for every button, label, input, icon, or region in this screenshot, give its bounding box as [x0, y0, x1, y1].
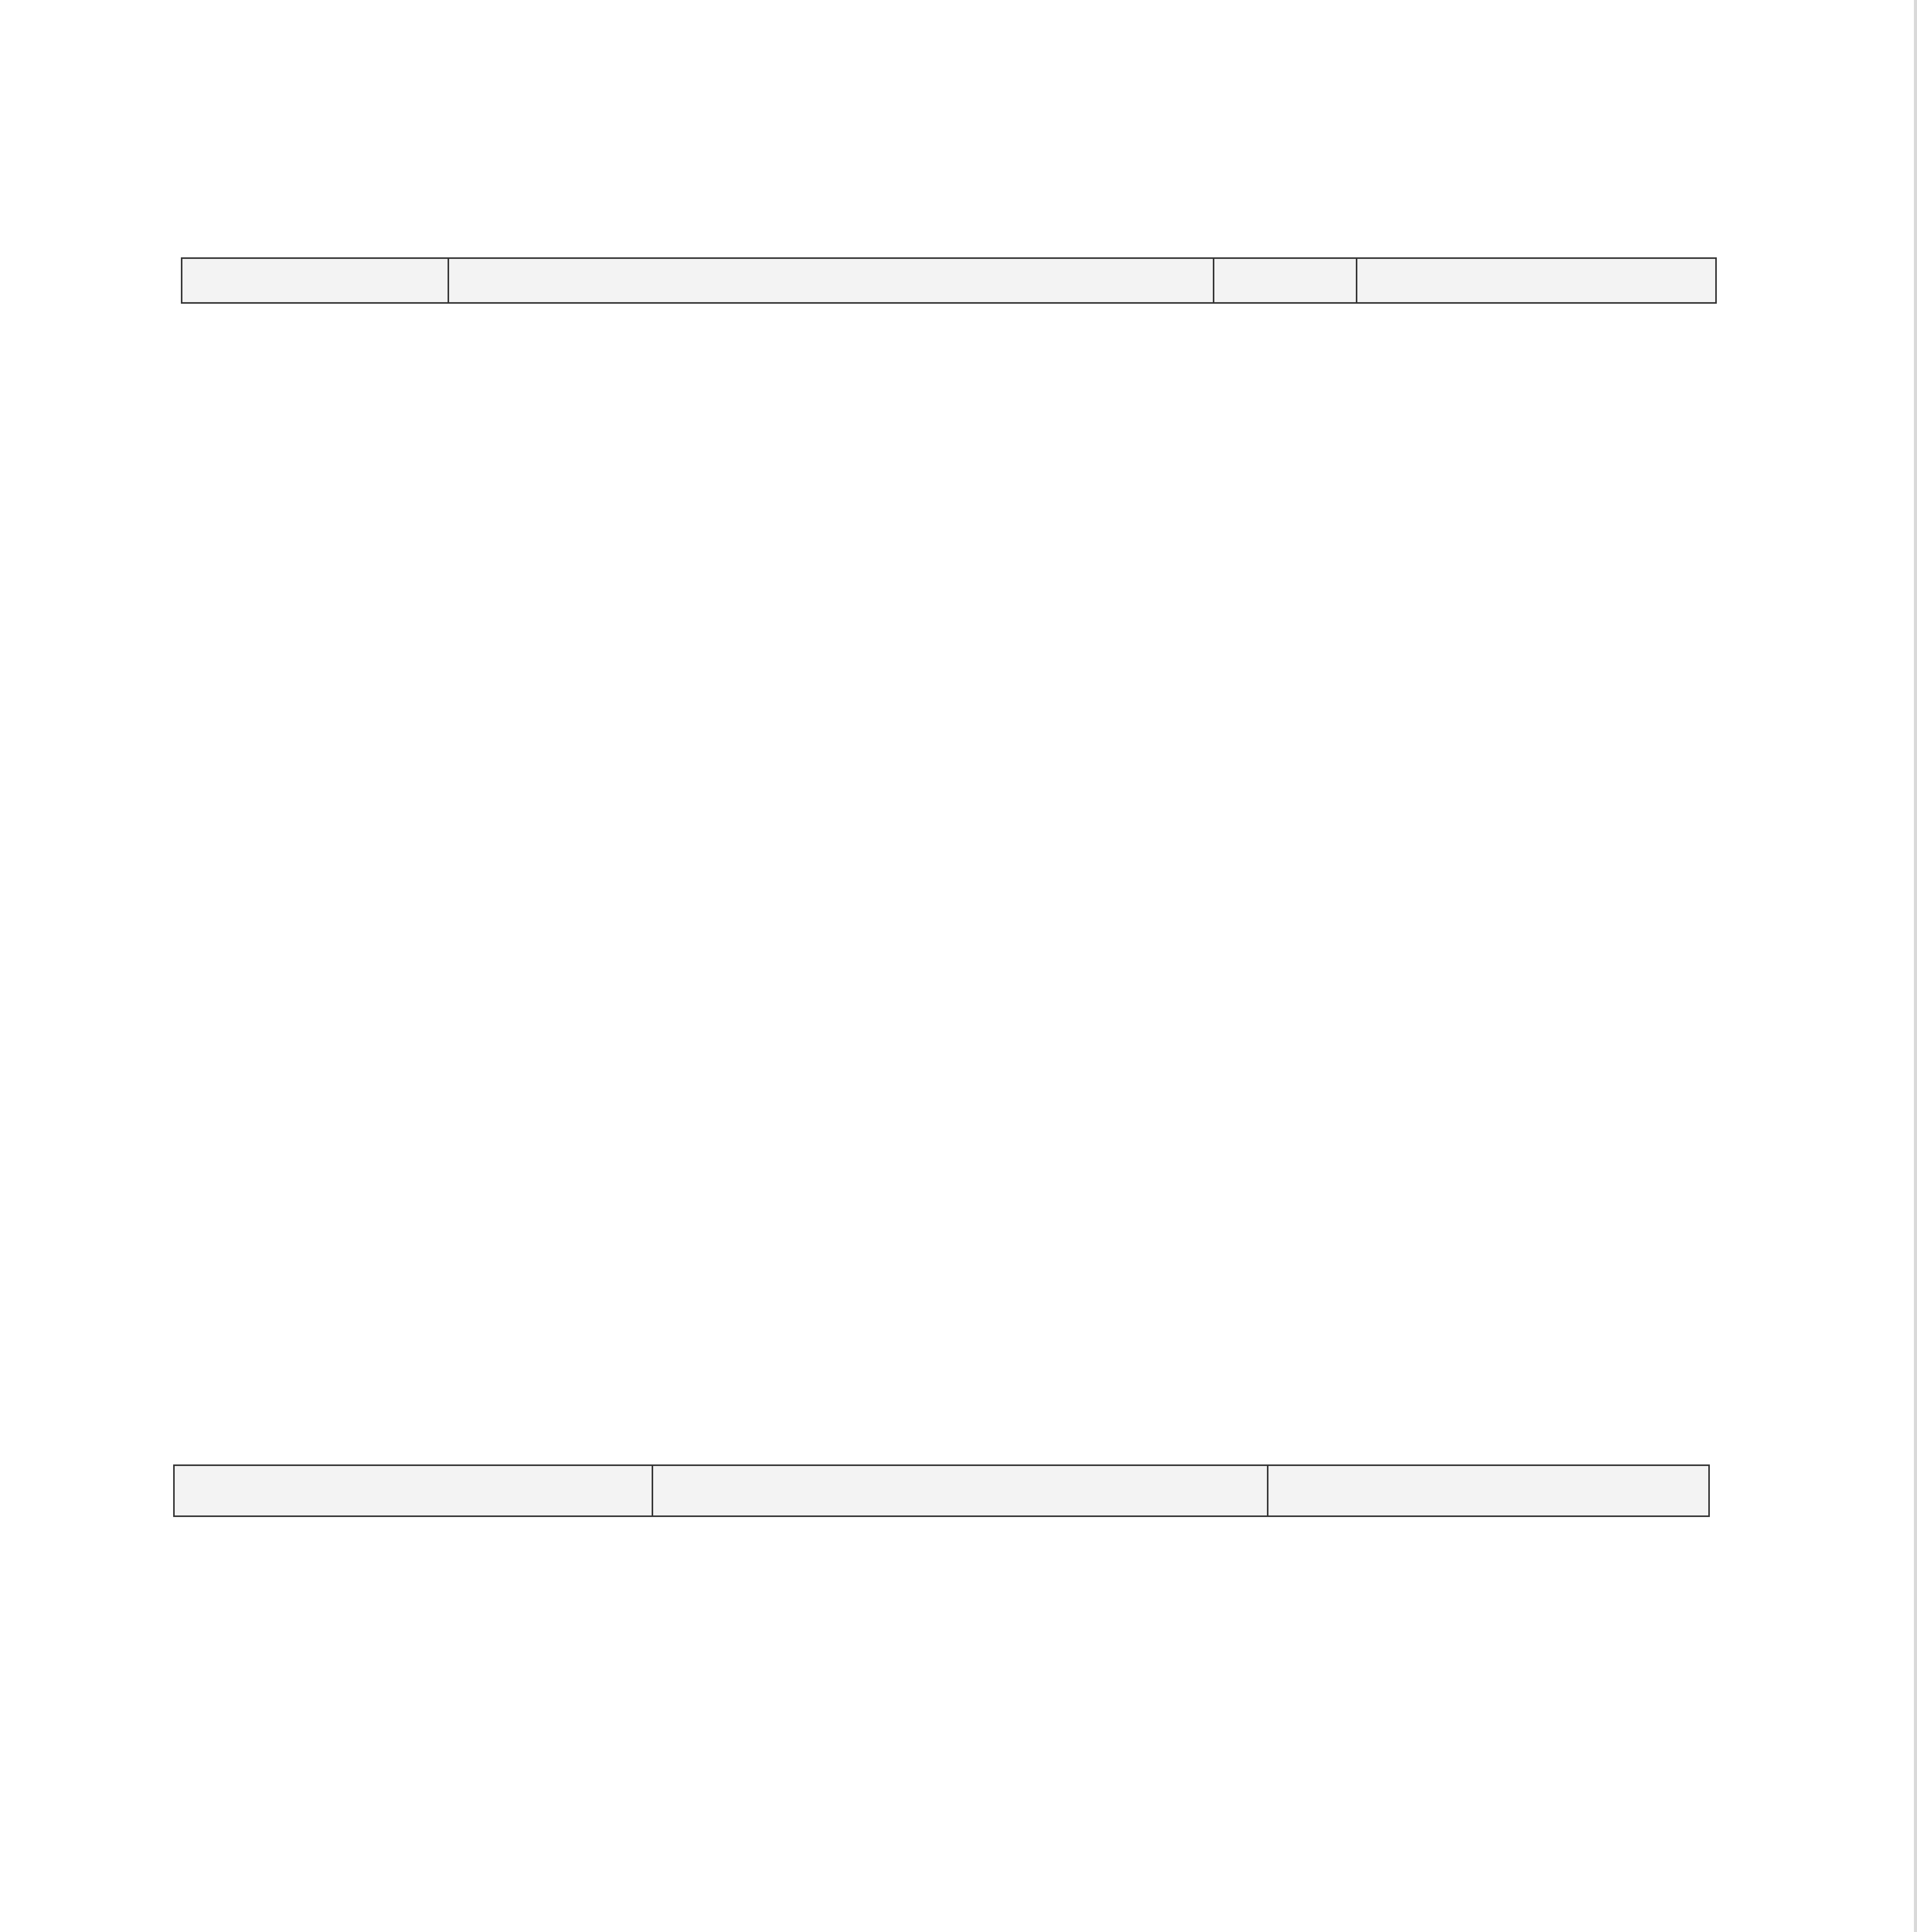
col-header-place [1357, 258, 1716, 303]
table-header-row [174, 1465, 1709, 1516]
table-header-row [182, 258, 1716, 303]
page-edge [1914, 0, 1917, 1932]
col-header-dept [174, 1465, 652, 1516]
col-header-datetime [448, 258, 1214, 303]
col-header-name [182, 258, 448, 303]
department-schedule-table [173, 1464, 1710, 1517]
col-header-day [1214, 258, 1357, 303]
col-header-datetime [652, 1465, 1268, 1516]
col-header-venue [1268, 1465, 1709, 1516]
inspection-schedule-table [181, 257, 1717, 304]
